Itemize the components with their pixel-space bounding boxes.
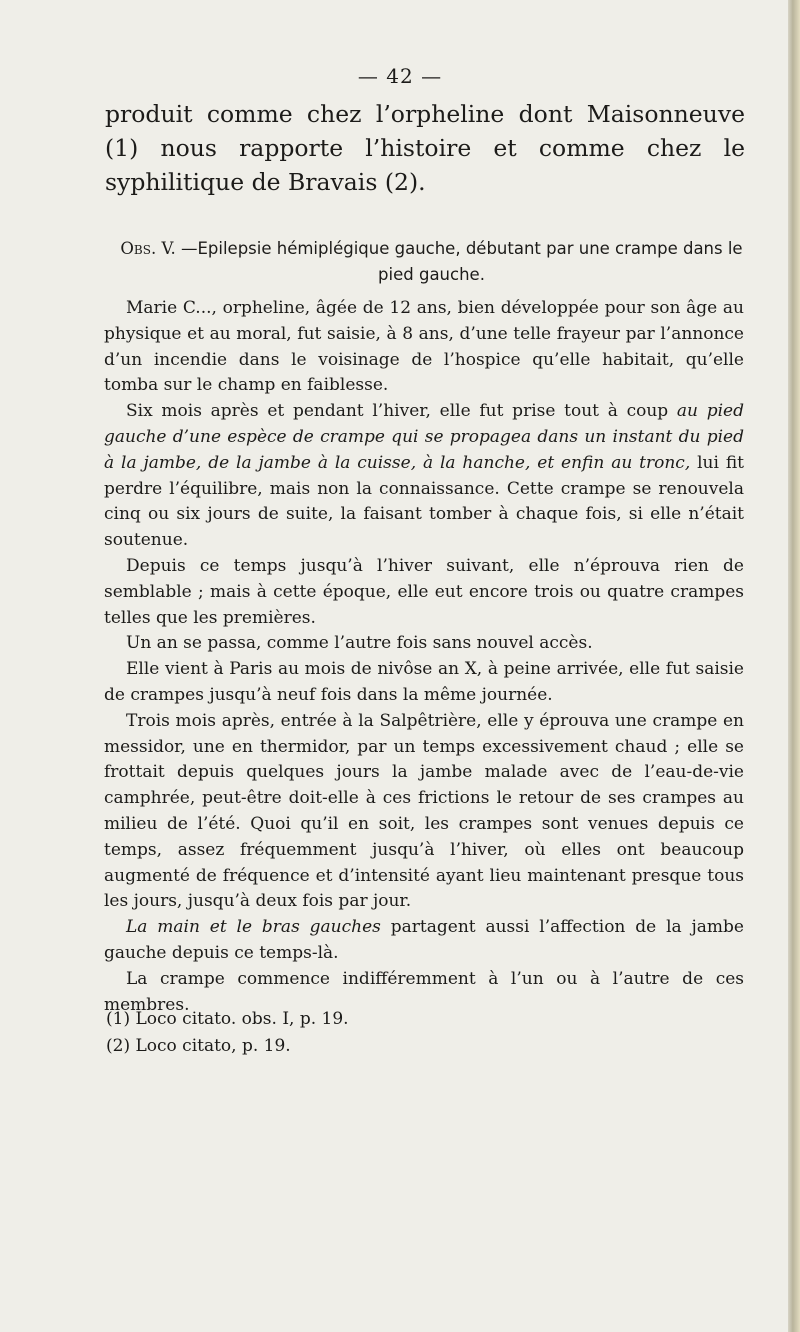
paragraph-7-italic: La main et le bras gauches (126, 917, 381, 938)
paragraph-2 (104, 399, 744, 554)
footnotes (106, 1006, 606, 1060)
paragraph-8: La crampe commence indifféremment à l’un ou à l’autre de ces membres. (104, 968, 744, 1015)
page-number: — 42 — (357, 64, 443, 88)
page-edge (788, 0, 800, 1332)
paragraph-6: Trois mois après, entrée à la Salpêtrière, elle y éprouva une crampe en messidor, une en thermidor, par un temps excessivement chaud ; elle se frottait depuis quelques jours la jambe malade avec de l’eau-de-vie camphrée, peut-être doit-elle à ces frictions le retour de ses crampes au milieu de l’été. Quoi qu’il en soit, les crampes sont venues depuis ce temps, assez fréquemment jusqu’à l’hiver, où elles ont beaucoup augmenté de fréquence et d’intensité ayant lieu maintenant presque tous les jours, jusqu’à deux fois par jour. (104, 710, 744, 912)
paragraph-1-text: Marie C..., orpheline, âgée de 12 ans, bien développée pour son âge au physique et au moral, fut saisie, à 8 ans, d’une telle frayeur par l’annonce d’un incendie dans le voisinage de l’hospice qu’elle habitait, qu’elle tomba sur le champ en faiblesse. (104, 298, 744, 396)
paragraph-2-text-end: lui fit perdre l’équilibre, mais non la connaissance. Cette crampe se renouvela cinq ou six jours de suite, la faisant tomber à chaque fois, si elle n’était soutenue. (104, 452, 744, 551)
observation-title: —Epilepsie hémiplégique gauche, débutant par une crampe dans le pied gauche. (180, 239, 743, 284)
paragraph-7 (104, 915, 744, 967)
footnote-1: (1) Loco citato. obs. I, p. 19. (106, 1009, 349, 1029)
paragraph-1 (104, 296, 744, 399)
observation-body (104, 296, 744, 1018)
paragraph-2-italic: au pied gauche d’une espèce de crampe qui se propagea dans un instant du pied à la jambe, de la jambe à la cuisse, à la hanche, et enfin au tronc, (104, 401, 745, 473)
observation-heading (104, 236, 759, 288)
footnote-2: (2) Loco citato, p. 19. (106, 1036, 291, 1056)
paragraph-2-text-start: Six mois après et pendant l’hiver, elle fut prise tout à coup (126, 401, 677, 422)
paragraph-3: Depuis ce temps jusqu’à l’hiver suivant, elle n’éprouva rien de semblable ; mais à cette époque, elle eut encore trois ou quatre crampes telles que les premières. (104, 555, 744, 628)
paragraph-4: Un an se passa, comme l’autre fois sans nouvel accès. (126, 633, 593, 654)
intro-paragraph: produit comme chez l’orpheline dont Maisonneuve (1) nous rapporte l’histoire et comme chez le syphilitique de Bravais (2). (105, 100, 745, 196)
paragraph-5: Elle vient à Paris au mois de nivôse an X, à peine arrivée, elle fut saisie de crampes jusqu’à neuf fois dans la même journée. (104, 659, 744, 705)
observation-label: Obs. V. (120, 239, 176, 258)
paragraph-7-text: partagent aussi l’affection de la jambe gauche depuis ce temps-là. (104, 917, 744, 963)
